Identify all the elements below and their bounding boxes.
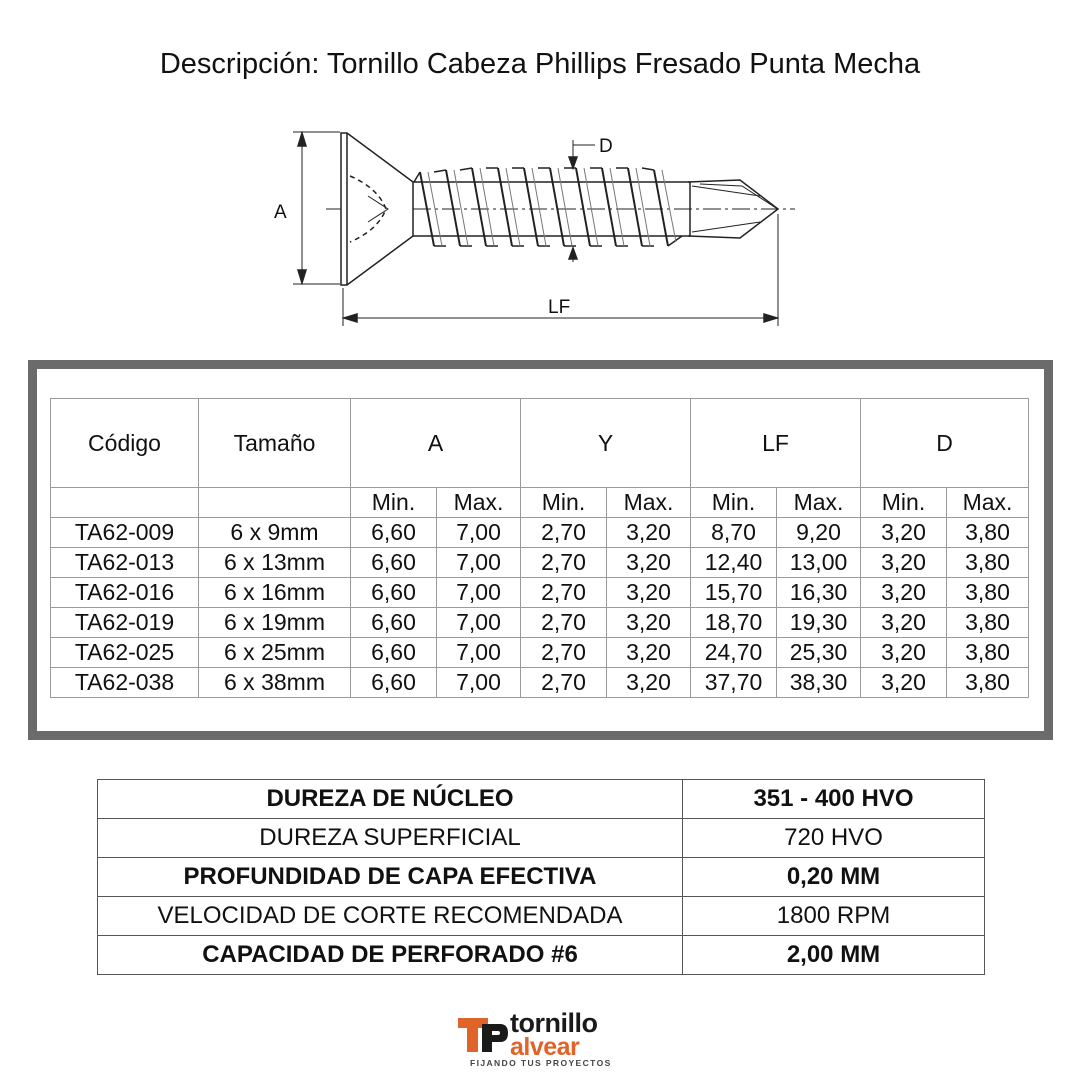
logo-word-tornillo: tornillo: [510, 1008, 598, 1038]
cell-value: 3,20: [861, 668, 947, 698]
cell-value: 2,70: [521, 638, 607, 668]
logo-word-alvear: alvear: [510, 1033, 580, 1061]
cell-value: 7,00: [437, 518, 521, 548]
brand-logo: [458, 1008, 628, 1068]
cell-value: 6,60: [351, 608, 437, 638]
subheader-empty: [51, 488, 199, 518]
cell-value: 7,00: [437, 638, 521, 668]
property-row: [98, 936, 985, 975]
cell-value: 3,20: [607, 548, 691, 578]
cell-codigo: TA62-025: [51, 638, 199, 668]
cell-value: 37,70: [691, 668, 777, 698]
cell-tamano: 6 x 25mm: [199, 638, 351, 668]
cell-codigo: TA62-013: [51, 548, 199, 578]
property-value: 1800 RPM: [683, 897, 985, 936]
subheader-max: Max.: [777, 488, 861, 518]
logo-mark-icon: [458, 1014, 508, 1052]
page-title: Descripción: Tornillo Cabeza Phillips Fresado Punta Mecha: [159, 48, 921, 80]
property-value: 720 HVO: [683, 819, 985, 858]
cell-value: 9,20: [777, 518, 861, 548]
cell-value: 3,20: [861, 548, 947, 578]
subheader-min: Min.: [861, 488, 947, 518]
subheader-empty: [199, 488, 351, 518]
cell-value: 2,70: [521, 548, 607, 578]
cell-value: 6,60: [351, 518, 437, 548]
dimensions-table: [50, 398, 1029, 698]
cell-value: 3,80: [947, 608, 1029, 638]
cell-value: 3,20: [607, 608, 691, 638]
property-row: [98, 858, 985, 897]
screw-technical-drawing: [260, 128, 800, 338]
cell-value: 3,20: [607, 578, 691, 608]
property-label: VELOCIDAD DE CORTE RECOMENDADA: [98, 897, 683, 936]
subheader-min: Min.: [351, 488, 437, 518]
cell-value: 3,80: [947, 548, 1029, 578]
cell-value: 2,70: [521, 578, 607, 608]
cell-tamano: 6 x 9mm: [199, 518, 351, 548]
cell-value: 3,80: [947, 638, 1029, 668]
cell-value: 18,70: [691, 608, 777, 638]
cell-value: 6,60: [351, 638, 437, 668]
cell-value: 3,20: [861, 638, 947, 668]
table-header-row: [51, 399, 1029, 488]
cell-value: 3,80: [947, 668, 1029, 698]
header-tamano: Tamaño: [199, 399, 351, 488]
subheader-max: Max.: [947, 488, 1029, 518]
cell-value: 3,20: [861, 578, 947, 608]
cell-tamano: 6 x 16mm: [199, 578, 351, 608]
cell-value: 7,00: [437, 668, 521, 698]
cell-value: 3,20: [607, 638, 691, 668]
header-codigo: Código: [51, 399, 199, 488]
table-subheader-row: [51, 488, 1029, 518]
cell-value: 7,00: [437, 578, 521, 608]
property-row: [98, 780, 985, 819]
cell-value: 19,30: [777, 608, 861, 638]
property-label: CAPACIDAD DE PERFORADO #6: [98, 936, 683, 975]
cell-codigo: TA62-009: [51, 518, 199, 548]
cell-value: 3,20: [607, 518, 691, 548]
cell-value: 7,00: [437, 608, 521, 638]
property-value: 351 - 400 HVO: [683, 780, 985, 819]
table-row: [51, 638, 1029, 668]
logo-tagline: FIJANDO TUS PROYECTOS: [470, 1058, 612, 1068]
cell-value: 2,70: [521, 518, 607, 548]
subheader-max: Max.: [437, 488, 521, 518]
header-d: D: [861, 399, 1029, 488]
cell-value: 3,20: [861, 518, 947, 548]
property-value: 2,00 MM: [683, 936, 985, 975]
property-row: [98, 897, 985, 936]
dimension-label-d: D: [599, 136, 613, 157]
dimension-label-a: A: [274, 202, 287, 223]
cell-value: 8,70: [691, 518, 777, 548]
property-value: 0,20 MM: [683, 858, 985, 897]
property-label: DUREZA DE NÚCLEO: [98, 780, 683, 819]
table-row: [51, 668, 1029, 698]
cell-value: 13,00: [777, 548, 861, 578]
header-y: Y: [521, 399, 691, 488]
property-label: PROFUNDIDAD DE CAPA EFECTIVA: [98, 858, 683, 897]
header-lf: LF: [691, 399, 861, 488]
properties-table: [97, 779, 985, 975]
cell-value: 3,80: [947, 518, 1029, 548]
cell-codigo: TA62-019: [51, 608, 199, 638]
cell-value: 3,80: [947, 578, 1029, 608]
header-a: A: [351, 399, 521, 488]
property-label: DUREZA SUPERFICIAL: [98, 819, 683, 858]
cell-value: 6,60: [351, 548, 437, 578]
cell-value: 12,40: [691, 548, 777, 578]
table-row: [51, 608, 1029, 638]
cell-value: 2,70: [521, 668, 607, 698]
cell-value: 6,60: [351, 668, 437, 698]
cell-value: 6,60: [351, 578, 437, 608]
cell-value: 16,30: [777, 578, 861, 608]
subheader-min: Min.: [521, 488, 607, 518]
cell-value: 15,70: [691, 578, 777, 608]
property-row: [98, 819, 985, 858]
cell-value: 2,70: [521, 608, 607, 638]
subheader-min: Min.: [691, 488, 777, 518]
cell-value: 38,30: [777, 668, 861, 698]
table-row: [51, 548, 1029, 578]
cell-value: 3,20: [607, 668, 691, 698]
table-row: [51, 578, 1029, 608]
cell-codigo: TA62-016: [51, 578, 199, 608]
cell-value: 3,20: [861, 608, 947, 638]
cell-tamano: 6 x 38mm: [199, 668, 351, 698]
subheader-max: Max.: [607, 488, 691, 518]
cell-value: 24,70: [691, 638, 777, 668]
cell-codigo: TA62-038: [51, 668, 199, 698]
cell-tamano: 6 x 13mm: [199, 548, 351, 578]
cell-value: 7,00: [437, 548, 521, 578]
table-row: [51, 518, 1029, 548]
cell-value: 25,30: [777, 638, 861, 668]
cell-tamano: 6 x 19mm: [199, 608, 351, 638]
dimension-label-lf: LF: [548, 297, 571, 318]
